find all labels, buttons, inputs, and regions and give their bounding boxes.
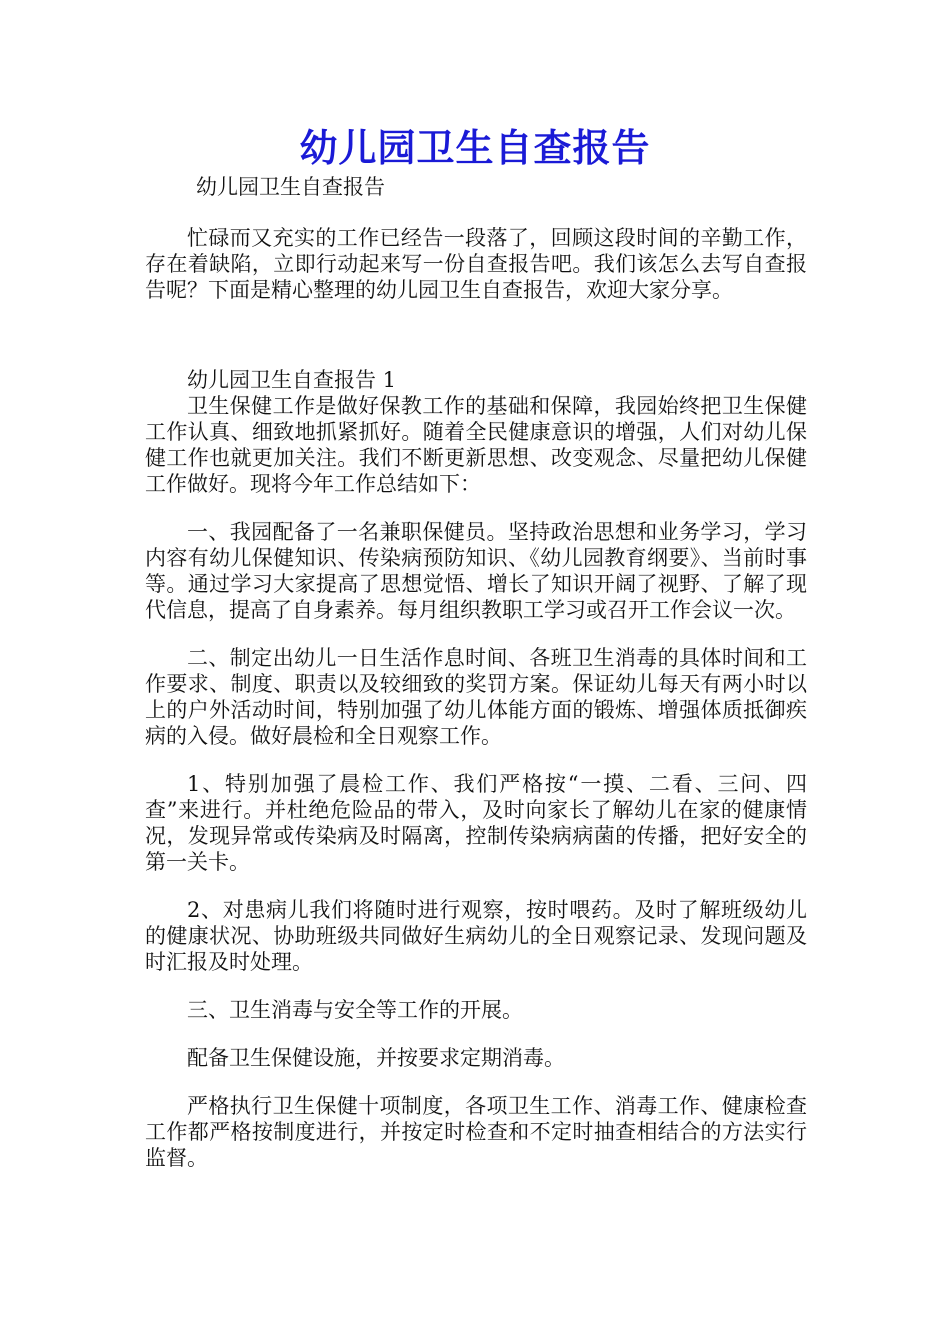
document-title: 幼儿园卫生自查报告: [299, 126, 651, 170]
body-paragraph: 1、特别加强了晨检工作、我们严格按“一摸、二看、三问、四查”来进行。并杜绝危险品的带入，及时向家长了解幼儿在家的健康情况，发现异常或传染病及时隔离，控制传染病病菌的传播，把好安全的第一关卡。: [145, 772, 807, 874]
body-paragraph: 配备卫生保健设施，并按要求定期消毒。: [187, 1046, 565, 1070]
body-paragraph: 卫生保健工作是做好保教工作的基础和保障，我园始终把卫生保健工作认真、细致地抓紧抓好。随着全民健康意识的增强，人们对幼儿保健工作也就更加关注。我们不断更新思想、改变观念、尽量把幼儿保健工作做好。现将今年工作总结如下：: [145, 394, 807, 496]
spacer: [145, 325, 807, 367]
body-paragraph: 一、我园配备了一名兼职保健员。坚持政治思想和业务学习，学习内容有幼儿保健知识、传染病预防知识、《幼儿园教育纲要》、当前时事等。通过学习大家提高了思想觉悟、增长了知识开阔了视野、了解了现代信息，提高了自身素养。每月组织教职工学习或召开工作会议一次。: [145, 520, 807, 622]
document-subtitle: 幼儿园卫生自查报告: [196, 175, 385, 199]
body-paragraph: 二、制定出幼儿一日生活作息时间、各班卫生消毒的具体时间和工作要求、制度、职责以及较细致的奖罚方案。保证幼儿每天有两小时以上的户外活动时间，特别加强了幼儿体能方面的锻炼、增强体质抵御疾病的入侵。做好晨检和全日观察工作。: [145, 646, 807, 748]
body-paragraph: 严格执行卫生保健十项制度，各项卫生工作、消毒工作、健康检查工作都严格按制度进行，并按定时检查和不定时抽查相结合的方法实行监督。: [145, 1094, 807, 1170]
section-heading: 幼儿园卫生自查报告 1: [187, 368, 397, 392]
body-paragraph: 三、卫生消毒与安全等工作的开展。: [187, 998, 523, 1022]
body-paragraph: 2、对患病儿我们将随时进行观察，按时喂药。及时了解班级幼儿的健康状况、协助班级共同做好生病幼儿的全日观察记录、发现问题及时汇报及时处理。: [145, 898, 807, 974]
document-body: [145, 225, 807, 1193]
intro-paragraph: 忙碌而又充实的工作已经告一段落了，回顾这段时间的辛勤工作，存在着缺陷，立即行动起来写一份自查报告吧。我们该怎么去写自查报告呢？下面是精心整理的幼儿园卫生自查报告，欢迎大家分享。: [145, 226, 807, 302]
